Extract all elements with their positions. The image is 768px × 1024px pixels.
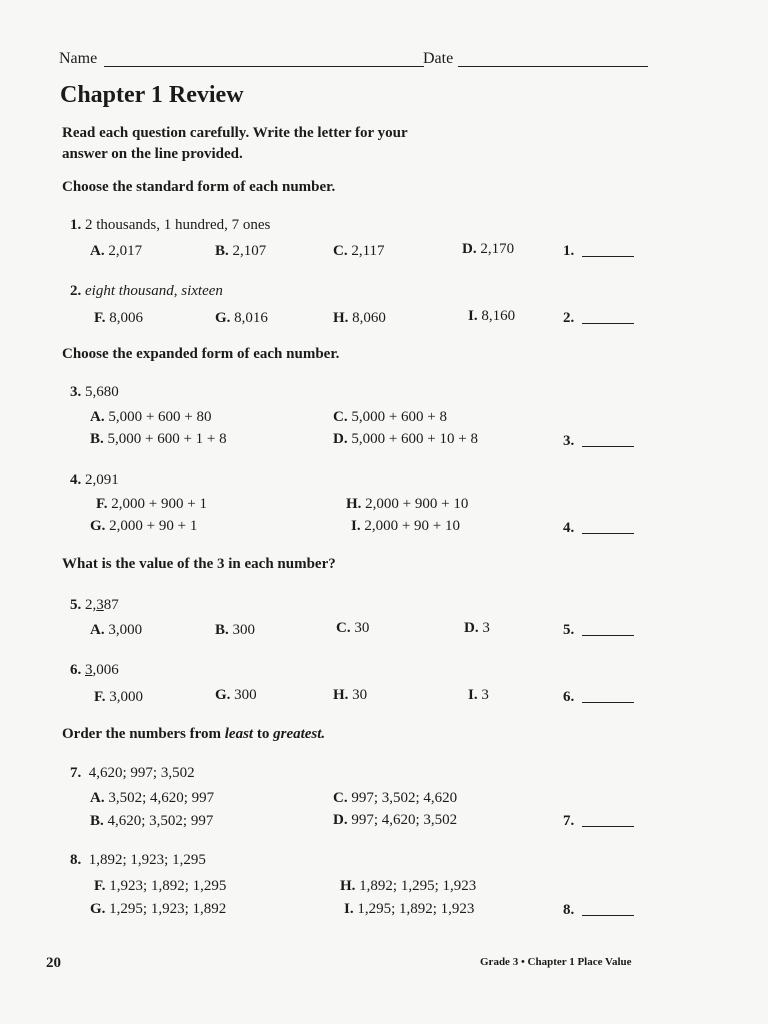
option-text: 1,295; 1,923; 1,892	[109, 901, 227, 917]
question-text: 1,892; 1,923; 1,295	[88, 852, 206, 868]
option-text: 8,006	[109, 310, 144, 326]
q5-option-b[interactable]	[215, 622, 255, 639]
answer-blank[interactable]	[582, 446, 634, 447]
question-1-prompt	[70, 217, 270, 234]
q1-option-d[interactable]	[462, 241, 514, 258]
option-letter: A.	[90, 409, 105, 425]
question-3-prompt	[70, 384, 119, 401]
q6-option-f[interactable]	[94, 689, 143, 706]
option-letter: I.	[468, 687, 478, 703]
answer-line-1[interactable]	[563, 243, 634, 260]
answer-number: 7.	[563, 813, 575, 829]
q4-option-f[interactable]	[96, 496, 207, 513]
date-label: Date	[423, 50, 454, 67]
answer-blank[interactable]	[582, 533, 634, 534]
q8-option-f[interactable]	[94, 878, 226, 895]
answer-blank[interactable]	[582, 702, 634, 703]
option-text: 8,016	[234, 310, 268, 326]
section-heading-expanded-form: Choose the expanded form of each number.	[62, 346, 340, 362]
option-letter: F.	[94, 878, 106, 894]
option-letter: I.	[351, 518, 361, 534]
option-letter: B.	[215, 243, 229, 259]
name-label: Name	[59, 50, 98, 67]
option-text: 30	[354, 620, 370, 636]
question-text: 2,387	[85, 597, 119, 613]
answer-line-3[interactable]	[563, 433, 634, 450]
q5-option-c[interactable]	[336, 620, 369, 637]
option-letter: F.	[94, 689, 106, 705]
option-letter: A.	[90, 622, 105, 638]
q8-option-h[interactable]	[340, 878, 476, 895]
section-heading-standard-form: Choose the standard form of each number.	[62, 179, 336, 195]
answer-number: 6.	[563, 689, 575, 705]
q8-option-g[interactable]	[90, 901, 226, 918]
option-letter: G.	[90, 518, 106, 534]
option-text: 2,000 + 90 + 1	[109, 518, 198, 534]
option-letter: F.	[96, 496, 108, 512]
option-text: 1,923; 1,892; 1,295	[109, 878, 227, 894]
option-text: 5,000 + 600 + 80	[108, 409, 212, 425]
option-text: 2,000 + 900 + 1	[111, 496, 207, 512]
section-heading-value-of-3: What is the value of the 3 in each number?	[62, 556, 336, 572]
option-text: 3,000	[109, 689, 144, 705]
instructions-line-1: Read each question carefully. Write the letter for your	[62, 125, 408, 141]
answer-line-6[interactable]	[563, 689, 634, 706]
answer-line-8[interactable]	[563, 902, 634, 919]
option-text: 300	[234, 687, 257, 703]
option-letter: C.	[333, 790, 348, 806]
question-2-prompt	[70, 283, 223, 300]
answer-blank[interactable]	[582, 256, 634, 257]
option-text: 2,117	[351, 243, 385, 259]
question-text: 5,680	[85, 384, 119, 400]
option-letter: C.	[336, 620, 351, 636]
option-letter: G.	[215, 687, 231, 703]
question-4-prompt	[70, 472, 119, 489]
q6-option-g[interactable]	[215, 687, 257, 704]
option-text: 8,160	[481, 308, 516, 324]
q2-option-i[interactable]	[468, 308, 515, 325]
page-number: 20	[46, 955, 61, 971]
option-text: 5,000 + 600 + 8	[351, 409, 448, 425]
option-letter: A.	[90, 243, 105, 259]
option-text: 300	[232, 622, 256, 638]
question-number: 5.	[70, 597, 82, 613]
option-text: 8,060	[352, 310, 386, 326]
option-text: 997; 3,502; 4,620	[351, 790, 458, 806]
q2-option-h[interactable]	[333, 310, 386, 327]
option-letter: C.	[333, 409, 348, 425]
option-letter: I.	[468, 308, 478, 324]
option-text: 5,000 + 600 + 1 + 8	[107, 431, 227, 447]
answer-line-4[interactable]	[563, 520, 634, 537]
question-6-prompt	[70, 662, 119, 679]
q3-option-a[interactable]	[90, 409, 212, 426]
option-text: 997; 4,620; 3,502	[351, 812, 458, 828]
q1-option-a[interactable]	[90, 243, 142, 260]
question-number: 2.	[70, 283, 82, 299]
question-number: 3.	[70, 384, 82, 400]
option-letter: H.	[346, 496, 362, 512]
option-letter: G.	[215, 310, 231, 326]
q4-option-i[interactable]	[351, 518, 460, 535]
running-title: Grade 3 • Chapter 1 Place Value	[480, 956, 632, 968]
answer-line-5[interactable]	[563, 622, 634, 639]
q4-option-h[interactable]	[346, 496, 468, 513]
option-letter: G.	[90, 901, 106, 917]
answer-blank[interactable]	[582, 826, 634, 827]
option-letter: B.	[90, 813, 104, 829]
option-letter: H.	[340, 878, 356, 894]
option-text: 2,000 + 90 + 10	[364, 518, 461, 534]
option-text: 5,000 + 600 + 10 + 8	[351, 431, 478, 447]
option-text: 3	[481, 687, 489, 703]
question-8-prompt	[70, 852, 206, 869]
question-number: 8.	[70, 852, 82, 868]
question-number: 6.	[70, 662, 82, 678]
option-text: 2,170	[480, 241, 515, 257]
section-heading-order-numbers: Order the numbers from least to greatest.	[62, 726, 326, 742]
question-text: 2 thousands, 1 hundred, 7 ones	[85, 217, 271, 233]
page-title: Chapter 1 Review	[60, 82, 244, 108]
q5-option-a[interactable]	[90, 622, 142, 639]
question-text: 2,091	[85, 472, 119, 488]
option-text: 2,107	[232, 243, 267, 259]
option-letter: I.	[344, 901, 354, 917]
answer-blank[interactable]	[582, 323, 634, 324]
answer-number: 4.	[563, 520, 575, 536]
option-letter: F.	[94, 310, 106, 326]
option-text: 2,017	[108, 243, 143, 259]
option-text: 3,502; 4,620; 997	[108, 790, 215, 806]
question-text: 3,006	[85, 662, 119, 678]
answer-blank[interactable]	[582, 915, 634, 916]
option-letter: C.	[333, 243, 348, 259]
answer-number: 1.	[563, 243, 575, 259]
option-text: 2,000 + 900 + 10	[365, 496, 469, 512]
q5-option-d[interactable]	[464, 620, 490, 637]
answer-line-7[interactable]	[563, 813, 634, 830]
answer-number: 5.	[563, 622, 575, 638]
date-line[interactable]	[458, 66, 648, 67]
answer-line-2[interactable]	[563, 310, 634, 327]
option-letter: D.	[333, 431, 348, 447]
answer-number: 2.	[563, 310, 575, 326]
question-number: 1.	[70, 217, 82, 233]
option-letter: B.	[90, 431, 104, 447]
q2-option-g[interactable]	[215, 310, 268, 327]
option-letter: D.	[333, 812, 348, 828]
option-text: 4,620; 3,502; 997	[107, 813, 214, 829]
option-text: 1,295; 1,892; 1,923	[357, 901, 475, 917]
q7-option-b[interactable]	[90, 813, 213, 830]
q7-option-c[interactable]	[333, 790, 457, 807]
option-letter: A.	[90, 790, 105, 806]
q1-option-c[interactable]	[333, 243, 385, 260]
q6-option-h[interactable]	[333, 687, 367, 704]
option-letter: B.	[215, 622, 229, 638]
question-text: 4,620; 997; 3,502	[88, 765, 195, 781]
q3-option-d[interactable]	[333, 431, 478, 448]
q7-option-d[interactable]	[333, 812, 457, 829]
answer-blank[interactable]	[582, 635, 634, 636]
q1-option-b[interactable]	[215, 243, 266, 260]
q8-option-i[interactable]	[344, 901, 474, 918]
underlined-digit: 3	[85, 662, 93, 678]
answer-number: 8.	[563, 902, 575, 918]
name-line[interactable]	[104, 66, 424, 67]
question-text: eight thousand, sixteen	[85, 283, 223, 299]
question-7-prompt	[70, 765, 195, 782]
q6-option-i[interactable]	[468, 687, 489, 704]
q3-option-c[interactable]	[333, 409, 447, 426]
option-text: 3,000	[108, 622, 143, 638]
q3-option-b[interactable]	[90, 431, 227, 448]
option-text: 1,892; 1,295; 1,923	[359, 878, 477, 894]
option-letter: H.	[333, 687, 349, 703]
q7-option-a[interactable]	[90, 790, 214, 807]
option-letter: H.	[333, 310, 349, 326]
instructions-line-2: answer on the line provided.	[62, 146, 243, 162]
q2-option-f[interactable]	[94, 310, 143, 327]
answer-number: 3.	[563, 433, 575, 449]
option-letter: D.	[464, 620, 479, 636]
question-number: 7.	[70, 765, 82, 781]
option-text: 3	[482, 620, 490, 636]
option-text: 30	[352, 687, 368, 703]
underlined-digit: 3	[96, 597, 104, 613]
q4-option-g[interactable]	[90, 518, 197, 535]
option-letter: D.	[462, 241, 477, 257]
question-5-prompt	[70, 597, 119, 614]
question-number: 4.	[70, 472, 82, 488]
